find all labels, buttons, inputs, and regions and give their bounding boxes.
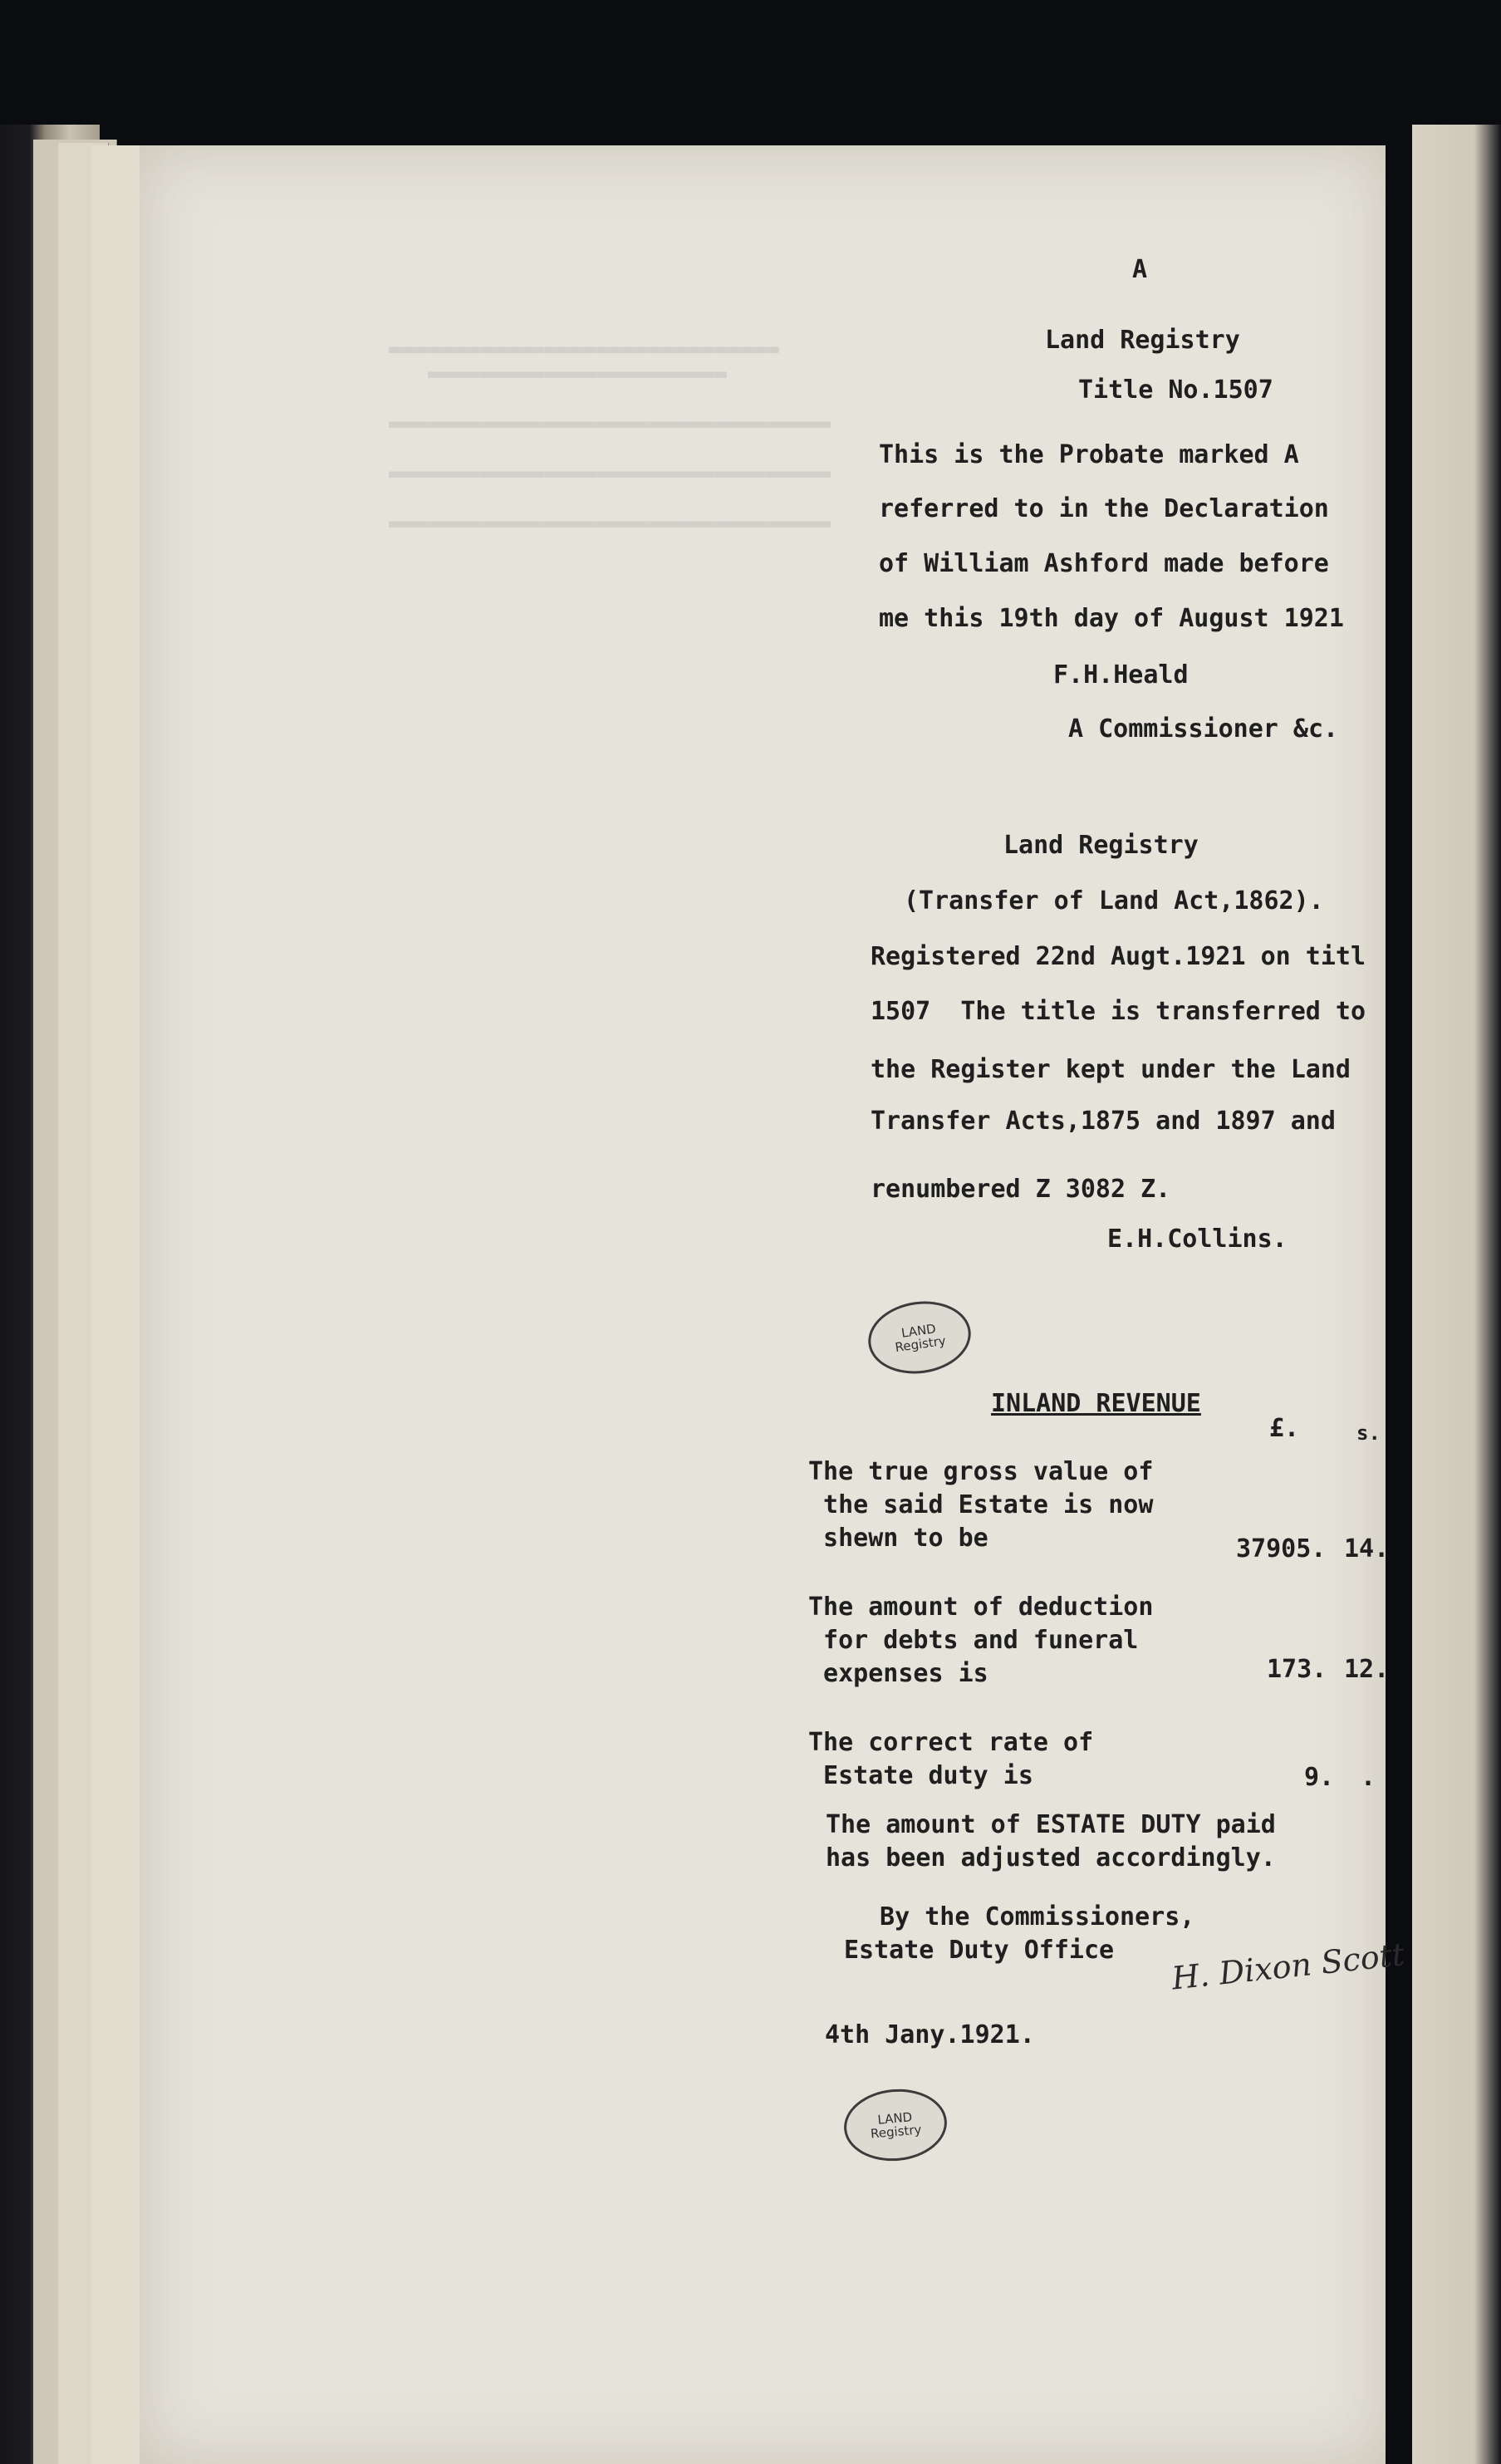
registration-line: 1507 The title is transferred to (871, 997, 1366, 1026)
registration-line: Transfer Acts,1875 and 1897 and (871, 1107, 1336, 1136)
document-page (140, 145, 1407, 2464)
stamp-text: LAND Registry (894, 1321, 947, 1356)
rate-pounds: 9. (1304, 1763, 1335, 1792)
document-date: 4th Jany.1921. (825, 2020, 1035, 2049)
certificate-line: me this 19th day of August 1921 (879, 604, 1344, 633)
rate-line: Estate duty is (808, 1761, 1033, 1790)
gross-value-line: shewn to be (808, 1524, 988, 1553)
deduction-line: for debts and funeral (808, 1626, 1139, 1655)
commissioner-name: F.H.Heald (1053, 660, 1189, 690)
adjusted-line: The amount of ESTATE DUTY paid (826, 1810, 1276, 1839)
handwritten-signature: H. Dixon Scott (1170, 1936, 1407, 1997)
certificate-line: referred to in the Declaration (879, 494, 1329, 523)
shillings-column-heading: s. (1356, 1421, 1381, 1445)
gross-value-line: the said Estate is now (808, 1490, 1154, 1519)
act-reference: (Transfer of Land Act,1862). (904, 886, 1324, 915)
registry-heading: Land Registry (1003, 831, 1199, 860)
office-line: Estate Duty Office (844, 1936, 1115, 1965)
land-registry-stamp (864, 1295, 976, 1380)
pounds-column-heading: £. (1269, 1414, 1300, 1443)
facing-page-edge (1412, 125, 1501, 2464)
page-stack (91, 145, 142, 2464)
rate-line: The correct rate of (808, 1728, 1094, 1757)
registry-heading: Land Registry (1045, 326, 1240, 355)
inland-revenue-heading: INLAND REVENUE (991, 1389, 1201, 1418)
exhibit-mark: A (1132, 255, 1148, 284)
deduction-pounds: 173. (1267, 1655, 1327, 1684)
title-number: Title No.1507 (1078, 375, 1273, 405)
deduction-line: expenses is (808, 1659, 988, 1688)
certificate-line: This is the Probate marked A (879, 440, 1299, 469)
registration-line: Registered 22nd Augt.1921 on titl (871, 942, 1366, 971)
stamp-text: LAND Registry (870, 2109, 923, 2142)
registration-line: the Register kept under the Land (871, 1055, 1351, 1084)
deduction-line: The amount of deduction (808, 1593, 1154, 1622)
rate-shillings: . (1361, 1763, 1376, 1792)
registrar-name: E.H.Collins. (1107, 1225, 1288, 1254)
commissioners-line: By the Commissioners, (865, 1902, 1195, 1931)
commissioner-role: A Commissioner &c. (1068, 714, 1339, 744)
registration-line: renumbered Z 3082 Z. (871, 1175, 1171, 1204)
land-registry-stamp (841, 2085, 949, 2165)
gross-value-line: The true gross value of (808, 1457, 1154, 1486)
bleed-through-texture: ▬▬▬▬▬▬▬▬▬▬▬▬▬▬▬▬▬▬▬▬▬▬▬▬▬▬▬▬▬▬ ▬▬▬▬▬▬▬▬▬▬▬▬▬▬▬▬▬▬▬▬▬▬▬ ▬▬▬▬▬▬▬▬▬▬▬▬▬▬▬▬▬▬▬▬▬▬▬▬▬▬▬▬▬▬▬▬▬▬ ▬▬▬▬▬▬▬▬▬▬▬▬▬▬▬▬▬▬▬▬▬▬▬▬▬▬▬▬▬▬▬▬▬▬ ▬▬▬▬▬▬▬▬▬▬▬▬▬▬▬▬▬▬▬▬▬▬▬▬▬▬▬▬▬▬▬▬▬▬ (389, 336, 831, 536)
gross-value-pounds: 37905. (1236, 1534, 1327, 1563)
adjusted-line: has been adjusted accordingly. (826, 1843, 1276, 1873)
deduction-shillings: 12. (1344, 1655, 1390, 1684)
gross-value-shillings: 14. (1344, 1534, 1390, 1563)
certificate-line: of William Ashford made before (879, 549, 1329, 578)
